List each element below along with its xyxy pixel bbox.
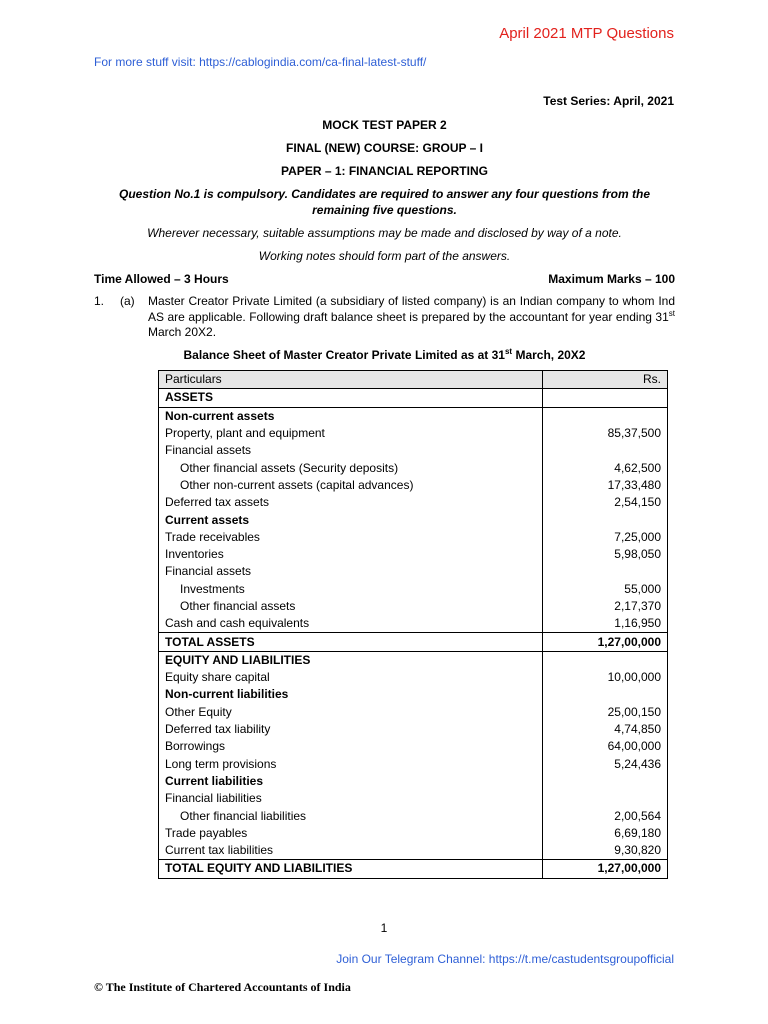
table-row xyxy=(159,704,668,721)
col-amount: Rs. xyxy=(543,371,668,389)
table-row xyxy=(159,477,668,494)
table-row xyxy=(159,459,668,476)
row-value: 2,54,150 xyxy=(543,494,668,511)
question-text: Master Creator Private Limited (a subsidiary of listed company) is an Indian company to whom Ind AS are applicable. Following draft balance sheet is prepared by the accountant for year ending 31st March 20X2. xyxy=(148,294,675,339)
header-red-title: April 2021 MTP Questions xyxy=(499,25,674,42)
table-header-row xyxy=(159,371,668,389)
table-row xyxy=(159,389,668,407)
row-label: Investments xyxy=(180,581,245,596)
row-value: 2,00,564 xyxy=(543,807,668,824)
table-row xyxy=(159,581,668,598)
table-row xyxy=(159,615,668,633)
instruction-line-4: Working notes should form part of the answers. xyxy=(258,249,511,263)
row-non-current-assets: Non-current assets xyxy=(165,408,275,423)
table-row xyxy=(159,790,668,807)
table-row xyxy=(159,425,668,442)
row-label: Deferred tax assets xyxy=(165,495,270,510)
table-row xyxy=(159,529,668,546)
row-label: Other financial liabilities xyxy=(180,808,307,823)
time-allowed: Time Allowed – 3 Hours xyxy=(94,272,229,286)
row-label: Financial assets xyxy=(165,443,252,458)
page-number: 1 xyxy=(380,921,388,935)
row-total-equity-liabilities-value: 1,27,00,000 xyxy=(543,860,668,878)
row-current-liabilities: Current liabilities xyxy=(165,773,264,788)
table-row xyxy=(159,598,668,615)
table-row xyxy=(159,633,668,651)
table-row xyxy=(159,842,668,860)
row-value: 7,25,000 xyxy=(543,529,668,546)
row-value: 2,17,370 xyxy=(543,598,668,615)
row-label: Other financial assets (Security deposits) xyxy=(180,460,399,475)
balance-sheet-title: Balance Sheet of Master Creator Private Limited as at 31st March, 20X2 xyxy=(183,347,586,362)
row-label: Cash and cash equivalents xyxy=(165,616,310,631)
row-equity-liabilities: EQUITY AND LIABILITIES xyxy=(165,652,311,667)
row-value: 55,000 xyxy=(543,581,668,598)
test-series: Test Series: April, 2021 xyxy=(543,94,674,108)
row-total-equity-liabilities: TOTAL EQUITY AND LIABILITIES xyxy=(159,860,543,878)
row-value: 9,30,820 xyxy=(543,842,668,860)
paper-subject: PAPER – 1: FINANCIAL REPORTING xyxy=(281,164,488,178)
row-value: 85,37,500 xyxy=(543,425,668,442)
table-row xyxy=(159,442,668,459)
table-row xyxy=(159,738,668,755)
visit-link[interactable]: For more stuff visit: https://cablogindia.com/ca-final-latest-stuff/ xyxy=(94,55,427,69)
question-sub: (a) xyxy=(120,294,135,308)
instruction-line-3: Wherever necessary, suitable assumptions may be made and disclosed by way of a note. xyxy=(147,226,622,240)
time-marks-row xyxy=(94,272,675,286)
row-label: Inventories xyxy=(165,547,224,562)
row-value: 4,62,500 xyxy=(543,459,668,476)
row-value: 17,33,480 xyxy=(543,477,668,494)
row-label: Other financial assets xyxy=(180,599,296,613)
row-label: Other Equity xyxy=(165,704,232,719)
balance-sheet-table xyxy=(158,370,668,879)
table-row xyxy=(159,563,668,580)
row-label: Equity share capital xyxy=(165,670,270,685)
table-row xyxy=(159,511,668,528)
row-label: Borrowings xyxy=(165,739,226,754)
table-row xyxy=(159,494,668,511)
table-row xyxy=(159,756,668,773)
row-label: Deferred tax liability xyxy=(165,722,271,737)
table-row xyxy=(159,807,668,824)
row-label: Trade payables xyxy=(165,825,248,840)
telegram-link[interactable]: Join Our Telegram Channel: https://t.me/castudentsgroupofficial xyxy=(336,952,674,966)
row-value: 6,69,180 xyxy=(543,825,668,842)
maximum-marks: Maximum Marks – 100 xyxy=(548,272,675,286)
row-total-assets-value: 1,27,00,000 xyxy=(543,633,668,651)
row-current-assets: Current assets xyxy=(165,512,250,527)
row-label: Financial liabilities xyxy=(165,791,262,806)
row-value: 4,74,850 xyxy=(543,721,668,738)
table-row xyxy=(159,721,668,738)
row-value: 5,98,050 xyxy=(543,546,668,563)
table-row xyxy=(159,407,668,425)
row-value: 25,00,150 xyxy=(543,704,668,721)
row-assets: ASSETS xyxy=(159,389,543,407)
question-number: 1. xyxy=(94,294,105,308)
instruction-line-2: remaining five questions. xyxy=(312,203,457,217)
row-non-current-liabilities: Non-current liabilities xyxy=(165,687,289,702)
row-label: Current tax liabilities xyxy=(165,843,274,858)
table-row xyxy=(159,686,668,703)
table-row xyxy=(159,860,668,878)
course-title: FINAL (NEW) COURSE: GROUP – I xyxy=(286,141,483,155)
table-row xyxy=(159,825,668,842)
table-row xyxy=(159,669,668,686)
row-value: 10,00,000 xyxy=(543,669,668,686)
table-row xyxy=(159,773,668,790)
row-label: Property, plant and equipment xyxy=(165,426,325,441)
row-label: Trade receivables xyxy=(165,529,260,544)
row-value: 64,00,000 xyxy=(543,738,668,755)
instruction-line-1: Question No.1 is compulsory. Candidates are required to answer any four questions from the xyxy=(119,187,650,201)
row-label: Long term provisions xyxy=(165,756,277,771)
row-total-assets: TOTAL ASSETS xyxy=(159,633,543,651)
row-label: Other non-current assets (capital advances) xyxy=(180,477,414,492)
col-particulars: Particulars xyxy=(159,371,543,389)
copyright-footer: © The Institute of Chartered Accountants of India xyxy=(94,980,351,994)
table-row xyxy=(159,651,668,669)
paper-title: MOCK TEST PAPER 2 xyxy=(322,118,447,132)
row-value: 5,24,436 xyxy=(543,756,668,773)
row-label: Financial assets xyxy=(165,564,252,579)
table-row xyxy=(159,546,668,563)
row-value: 1,16,950 xyxy=(543,615,668,633)
